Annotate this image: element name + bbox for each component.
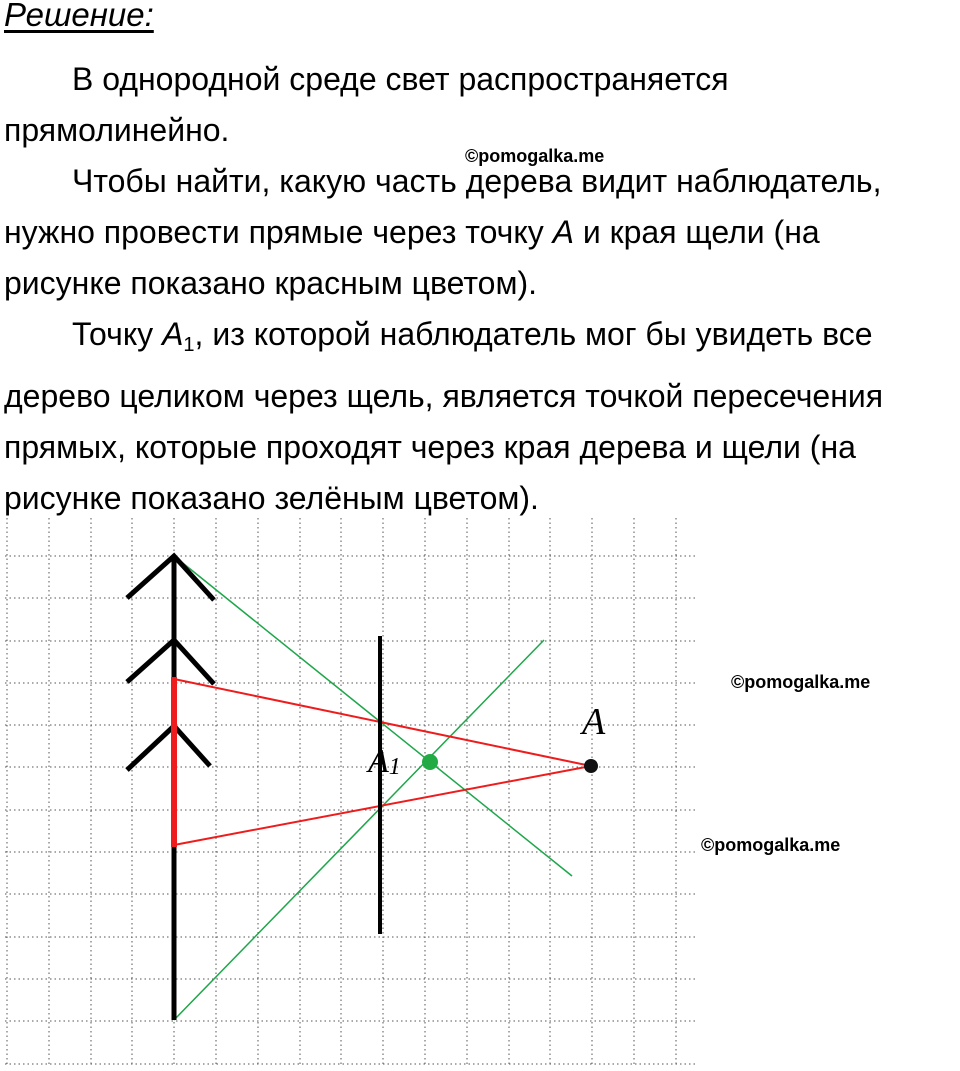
solution-heading: Решение: xyxy=(4,0,154,33)
paragraph-2-line: Чтобы найти, какую часть дерева видит наблюдатель, xyxy=(72,163,882,199)
paragraph-3-line: дерево целиком через щель, является точкой пересечения xyxy=(4,378,884,414)
watermark: ©pomogalka.me xyxy=(465,146,605,166)
label-A1 xyxy=(366,743,401,780)
tree-branch xyxy=(127,640,214,684)
point-A1 xyxy=(422,754,438,770)
paragraph-3-line: прямых, которые проходят через края дерева и щели (на xyxy=(4,429,856,465)
text-fragment: , из которой наблюдатель мог бы увидеть все xyxy=(194,316,873,352)
label-A1-main: A xyxy=(368,743,389,780)
text-fragment: нужно провести прямые через точку xyxy=(4,214,553,250)
watermark: ©pomogalka.me xyxy=(701,835,841,855)
label-A: A xyxy=(582,701,606,743)
watermark: ©pomogalka.me xyxy=(731,672,871,692)
paragraph-1-line: В однородной среде свет распространяется xyxy=(72,61,729,97)
variable-A1: A xyxy=(162,316,184,352)
point-A xyxy=(584,759,598,773)
text-fragment: и края щели (на xyxy=(573,214,820,250)
paragraph-3-line: рисунке показано зелёным цветом). xyxy=(4,480,539,516)
dotted-grid xyxy=(5,518,695,1066)
green-line-top-edge xyxy=(174,556,572,876)
text-fragment: Точку xyxy=(72,316,163,352)
tree xyxy=(127,556,214,1020)
tree-branch xyxy=(127,726,210,770)
variable-A1-subscript: 1 xyxy=(183,334,195,356)
variable-A: A xyxy=(552,214,574,250)
paragraph-1-line: прямолинейно. xyxy=(4,112,230,148)
label-A1-subscript: 1 xyxy=(388,754,401,780)
paragraph-2-line: рисунке показано красным цветом). xyxy=(4,265,537,301)
green-line-bottom-edge xyxy=(174,640,544,1020)
